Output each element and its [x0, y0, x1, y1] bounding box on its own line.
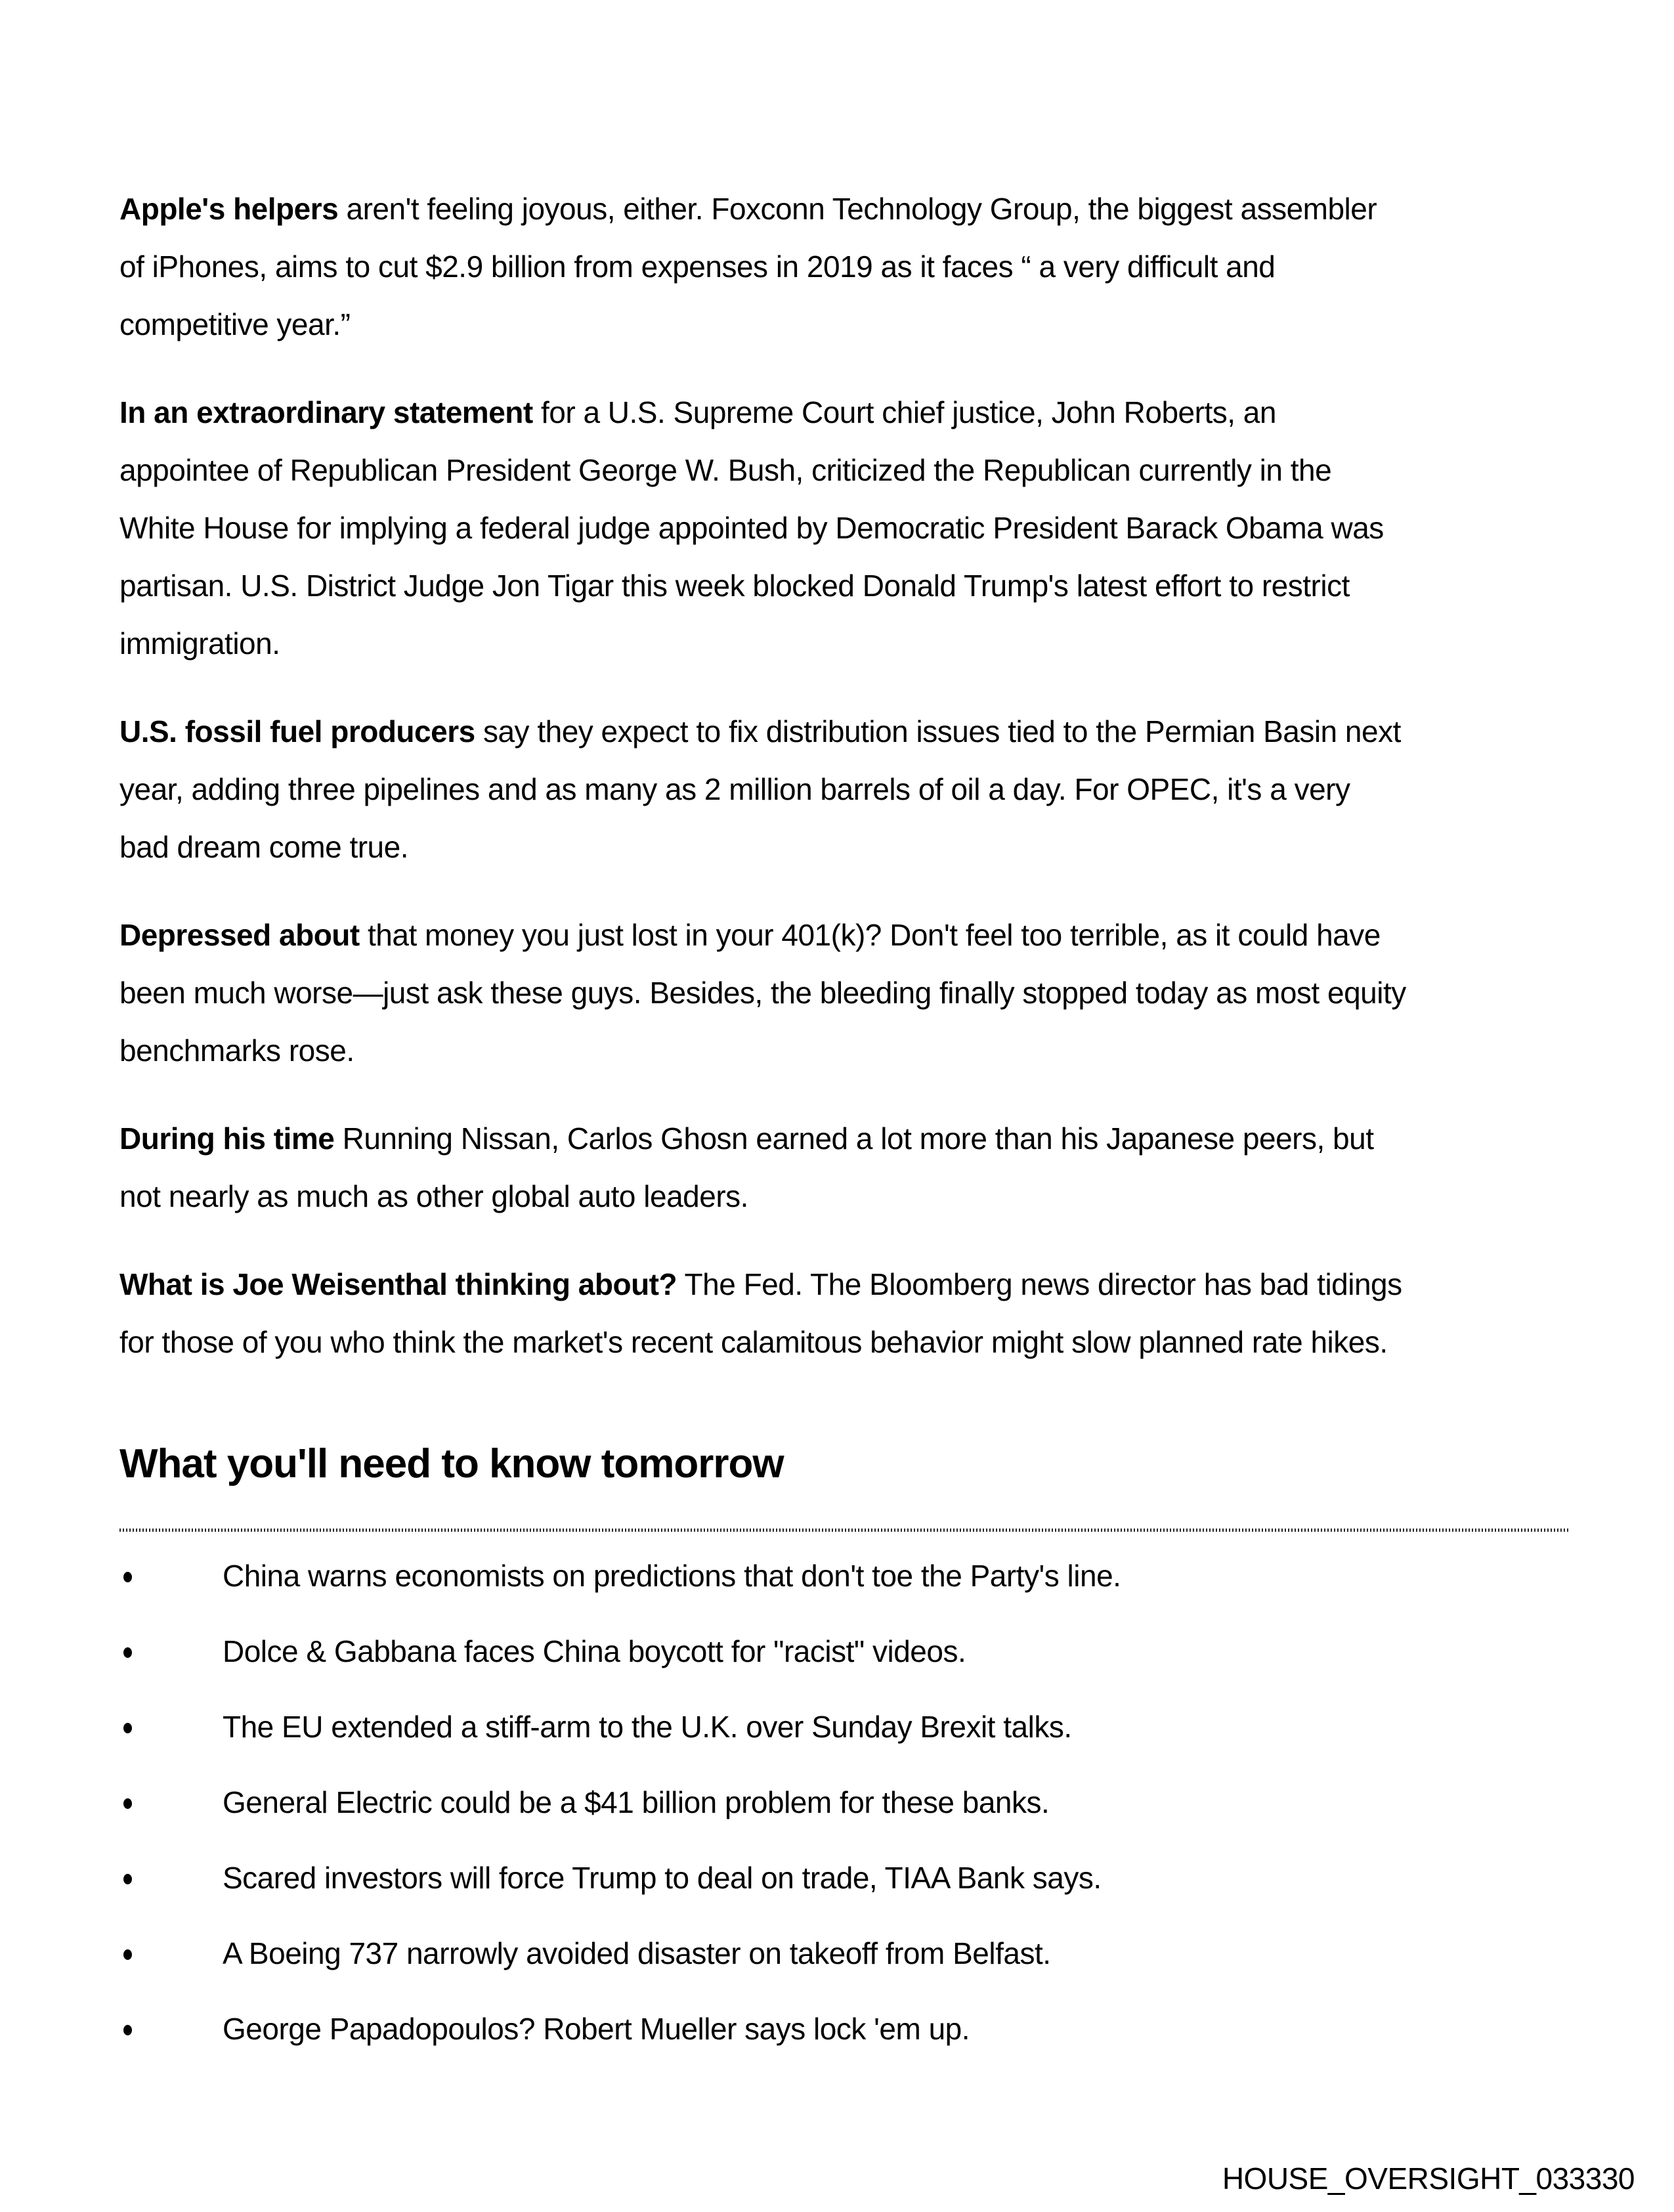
paragraph-line — [119, 703, 1570, 760]
bates-number: HOUSE_OVERSIGHT_033330 — [1222, 2161, 1635, 2196]
paragraph-line: year, adding three pipelines and as many as 2 million barrels of oil a day. For OPEC, it's a very — [119, 772, 1350, 806]
bullet-icon — [123, 1949, 132, 1960]
paragraph-text: aren't feeling joyous, either. Foxconn Technology Group, the biggest assembler — [338, 192, 1377, 226]
paragraph — [119, 383, 1570, 672]
bullet-text: A Boeing 737 narrowly avoided disaster on takeoff from Belfast. — [223, 1936, 1051, 1970]
paragraph-text: that money you just lost in your 401(k)? Don't feel too terrible, as it could have — [359, 918, 1381, 952]
paragraph-lead: In an extraordinary statement — [119, 395, 533, 429]
paragraph-text: say they expect to fix distribution issues tied to the Permian Basin next — [475, 714, 1401, 748]
bullet-text: George Papadopoulos? Robert Mueller says lock 'em up. — [223, 2012, 970, 2046]
list-item — [119, 1849, 1570, 1907]
section-heading: What you'll need to know tomorrow — [119, 1441, 784, 1486]
paragraph-line: been much worse—just ask these guys. Besides, the bleeding finally stopped today as most equity — [119, 976, 1406, 1010]
bullet-text: General Electric could be a $41 billion problem for these banks. — [223, 1785, 1050, 1819]
bullet-icon — [123, 1723, 132, 1733]
list-item — [119, 1698, 1570, 1756]
bullet-text: China warns economists on predictions that don't toe the Party's line. — [223, 1559, 1121, 1593]
bullet-text: Scared investors will force Trump to deal on trade, TIAA Bank says. — [223, 1861, 1102, 1895]
paragraph-line: partisan. U.S. District Judge Jon Tigar this week blocked Donald Trump's latest effort to restrict — [119, 569, 1350, 603]
bullet-list — [119, 1547, 1570, 2058]
paragraph-line — [119, 1255, 1570, 1313]
paragraph-lead: U.S. fossil fuel producers — [119, 714, 475, 748]
paragraph-lead: Apple's helpers — [119, 192, 339, 226]
paragraph — [119, 1110, 1570, 1225]
bullet-icon — [123, 1798, 132, 1809]
bullet-text: Dolce & Gabbana faces China boycott for "racist" videos. — [223, 1634, 966, 1668]
document-body — [119, 180, 1570, 2075]
paragraph — [119, 906, 1570, 1079]
list-item — [119, 1924, 1570, 1982]
dotted-divider — [119, 1529, 1570, 1532]
bullet-icon — [123, 1572, 132, 1582]
bullet-icon — [123, 2025, 132, 2035]
paragraph-lead: What is Joe Weisenthal thinking about? — [119, 1267, 677, 1301]
list-item — [119, 2000, 1570, 2058]
paragraph-line: benchmarks rose. — [119, 1033, 354, 1068]
paragraph-line: for those of you who think the market's recent calamitous behavior might slow planned rate hikes. — [119, 1325, 1388, 1359]
list-item — [119, 1773, 1570, 1831]
paragraph — [119, 703, 1570, 876]
paragraph — [119, 180, 1570, 353]
paragraph-line — [119, 383, 1570, 441]
paragraph — [119, 1255, 1570, 1371]
bullet-icon — [123, 1874, 132, 1884]
paragraph-text: for a U.S. Supreme Court chief justice, John Roberts, an — [532, 395, 1276, 429]
paragraph-lead: Depressed about — [119, 918, 360, 952]
paragraph-line — [119, 906, 1570, 964]
paragraph-text: Running Nissan, Carlos Ghosn earned a lot more than his Japanese peers, but — [334, 1121, 1374, 1156]
paragraph-lead: During his time — [119, 1121, 335, 1156]
bullet-text: The EU extended a stiff-arm to the U.K. over Sunday Brexit talks. — [223, 1710, 1072, 1744]
paragraph-text: The Fed. The Bloomberg news director has bad tidings — [677, 1267, 1402, 1301]
paragraph-line — [119, 180, 1570, 238]
paragraph-line: White House for implying a federal judge appointed by Democratic President Barack Obama was — [119, 511, 1384, 545]
paragraph-line — [119, 1110, 1570, 1167]
paragraph-line: competitive year.” — [119, 307, 351, 341]
paragraph-line: bad dream come true. — [119, 830, 409, 864]
paragraph-line: appointee of Republican President George W. Bush, criticized the Republican currently in the — [119, 453, 1332, 487]
list-item — [119, 1622, 1570, 1680]
paragraph-line: immigration. — [119, 626, 280, 661]
paragraph-line: not nearly as much as other global auto leaders. — [119, 1179, 748, 1213]
bullet-icon — [123, 1647, 132, 1658]
list-item — [119, 1547, 1570, 1605]
paragraph-line: of iPhones, aims to cut $2.9 billion from expenses in 2019 as it faces “ a very difficult and — [119, 249, 1276, 284]
